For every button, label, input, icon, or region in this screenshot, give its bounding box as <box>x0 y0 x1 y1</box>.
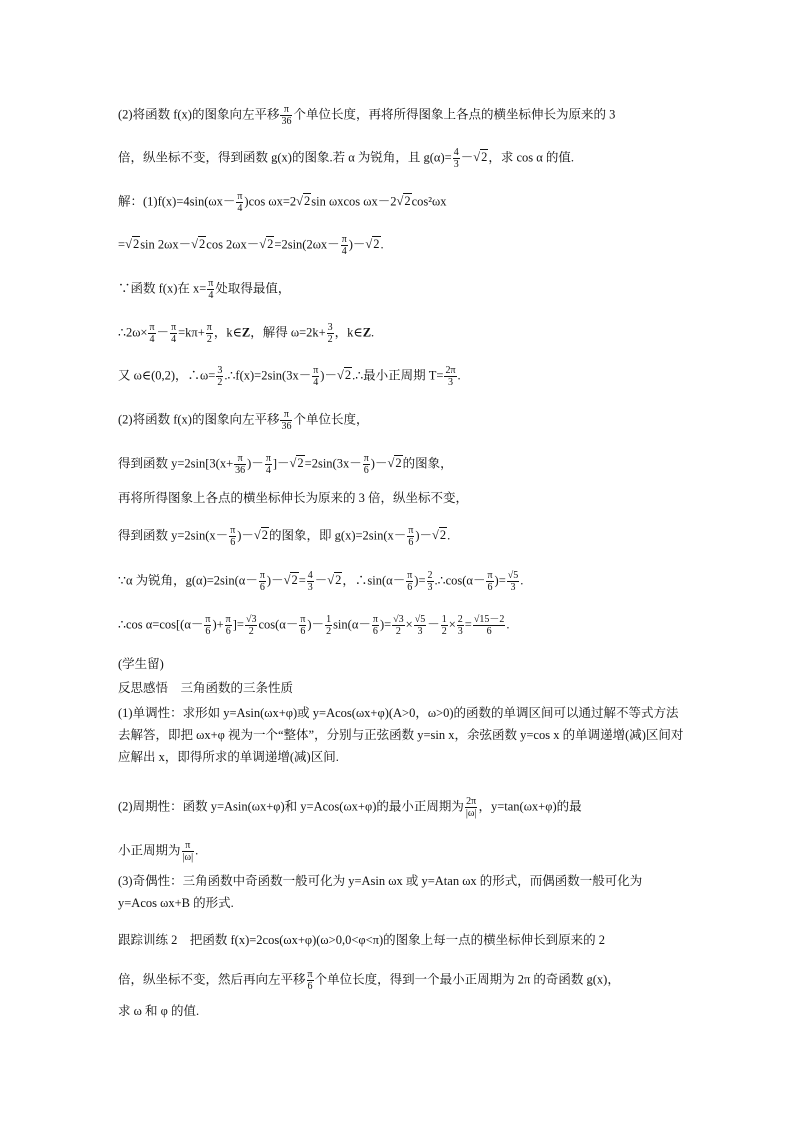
student-note: (学生留) <box>118 657 164 671</box>
exercise-line1: 跟踪训练 2 把函数 f(x)=2cos(ωx+φ)(ω>0,0<φ<π)的图象上每一点的横坐标伸长到原来的 2 <box>118 933 605 947</box>
solution-line2: =√2sin 2ωx－√2cos 2ωx－√2=2sin(2ωx－ $\frac{\pi}{4}$ )－√2. <box>118 234 384 257</box>
reflection-heading: 反思感悟 三角函数的三条性质 <box>118 681 294 695</box>
fraction: $\frac{\pi}{36}$ <box>281 104 292 127</box>
solution-part2-line6: ∴cos α=cos[(α－ $\frac{\pi}{6}$ )+ $\frac{\pi}{6}$ ]= $\frac{√3}{2}$ cos(α－ $\frac{\pi}{6}$ )－ $\frac{1}{2}$ sin(α－ $\frac{\pi}{6}$ )= $\frac{√3}{2}$ × $\frac{√5}{3}$ － $\frac{1}{2}$ × $\frac{2}{3}$ = $\frac{√15-2}{6}$ . <box>118 614 510 637</box>
reflection-periodicity-line1: (2)周期性：函数 y=Asin(ωx+φ)和 y=Acos(ωx+φ)的最小正周期为 $\frac{2\pi}{|\omega|}$ ，y=tan(ωx+φ)的最 <box>118 796 582 819</box>
reflection-parity: (3)奇偶性：三角函数中奇函数一般可化为 y=Asin ωx 或 y=Atan ωx 的形式，而偶函数一般可化为 y=Acos ωx+B 的形式. <box>118 874 643 910</box>
reflection-monotonicity: (1)单调性：求形如 y=Asin(ωx+φ)或 y=Acos(ωx+φ)(A>0，ω>0)的函数的单调区间可以通过解不等式方法去解答，即把 ωx+φ 视为一个“整体”，分别与正弦函数 y=sin x，余弦函数 y=cos x 的单调递增(减)区间对应解出 x，即得所求的单调递增(减)区间. <box>118 706 684 764</box>
reflection-periodicity-line2: 小正周期为 $\frac{\pi}{|\omega|}$ . <box>118 840 199 863</box>
exercise-line2: 倍，纵坐标不变，然后再向左平移 $\frac{\pi}{6}$ 个单位长度，得到一个最小正周期为 2π 的奇函数 g(x)， <box>118 969 620 992</box>
solution-part2-line5: ∵α 为锐角，g(α)=2sin(α－ $\frac{\pi}{6}$ )－√2= $\frac{4}{3}$ －√2，∴sin(α－ $\frac{\pi}{6}$ )= $\frac{2}{3}$ .∴cos(α－ $\frac{\pi}{6}$ )= $\frac{√5}{3}$ . <box>118 570 524 593</box>
solution-part2-line3: 再将所得图象上各点的横坐标伸长为原来的 3 倍，纵坐标不变， <box>118 491 469 505</box>
problem-part2-line2: 倍，纵坐标不变，得到函数 g(x)的图象.若 α 为锐角，且 g(α)= $\frac{4}{3}$ －√2，求 cos α 的值. <box>118 147 575 170</box>
exercise-line3: 求 ω 和 φ 的值. <box>118 1004 200 1018</box>
solution-part2-line1: (2)将函数 f(x)的图象向左平移 $\frac{\pi}{36}$ 个单位长度， <box>118 409 369 432</box>
solution-line3: ∵函数 f(x)在 x= $\frac{\pi}{4}$ 处取得最值， <box>118 278 291 301</box>
solution-line4: ∴2ω× $\frac{\pi}{4}$ － $\frac{\pi}{4}$ =kπ+ $\frac{\pi}{2}$ ，k∈Z，解得 ω=2k+ $\frac{3}{2}$ ，k∈Z. <box>118 322 375 345</box>
solution-part2-line2: 得到函数 y=2sin[3(x+ $\frac{\pi}{36}$ )－ $\frac{\pi}{4}$ ]－√2=2sin(3x－ $\frac{\pi}{6}$ )－√2的图象， <box>118 453 453 476</box>
problem-part2-line1: (2)将函数 f(x)的图象向左平移 $\frac{\pi}{36}$ 个单位长度，再将所得图象上各点的横坐标伸长为原来的 3 <box>118 104 616 127</box>
solution-line1: 解：(1)f(x)=4sin(ωx－ $\frac{\pi}{4}$ )cos ωx=2√2sin ωxcos ωx－2√2cos²ωx <box>118 191 447 214</box>
solution-line5: 又 ω∈(0,2)，∴ω= $\frac{3}{2}$ .∴f(x)=2sin(3x－ $\frac{\pi}{4}$ )－√2.∴最小正周期 T= $\frac{2\pi}{3}$ . <box>118 365 461 388</box>
solution-part2-line4: 得到函数 y=2sin(x－ $\frac{\pi}{6}$ )－√2的图象，即 g(x)=2sin(x－ $\frac{\pi}{6}$ )－√2. <box>118 525 451 548</box>
